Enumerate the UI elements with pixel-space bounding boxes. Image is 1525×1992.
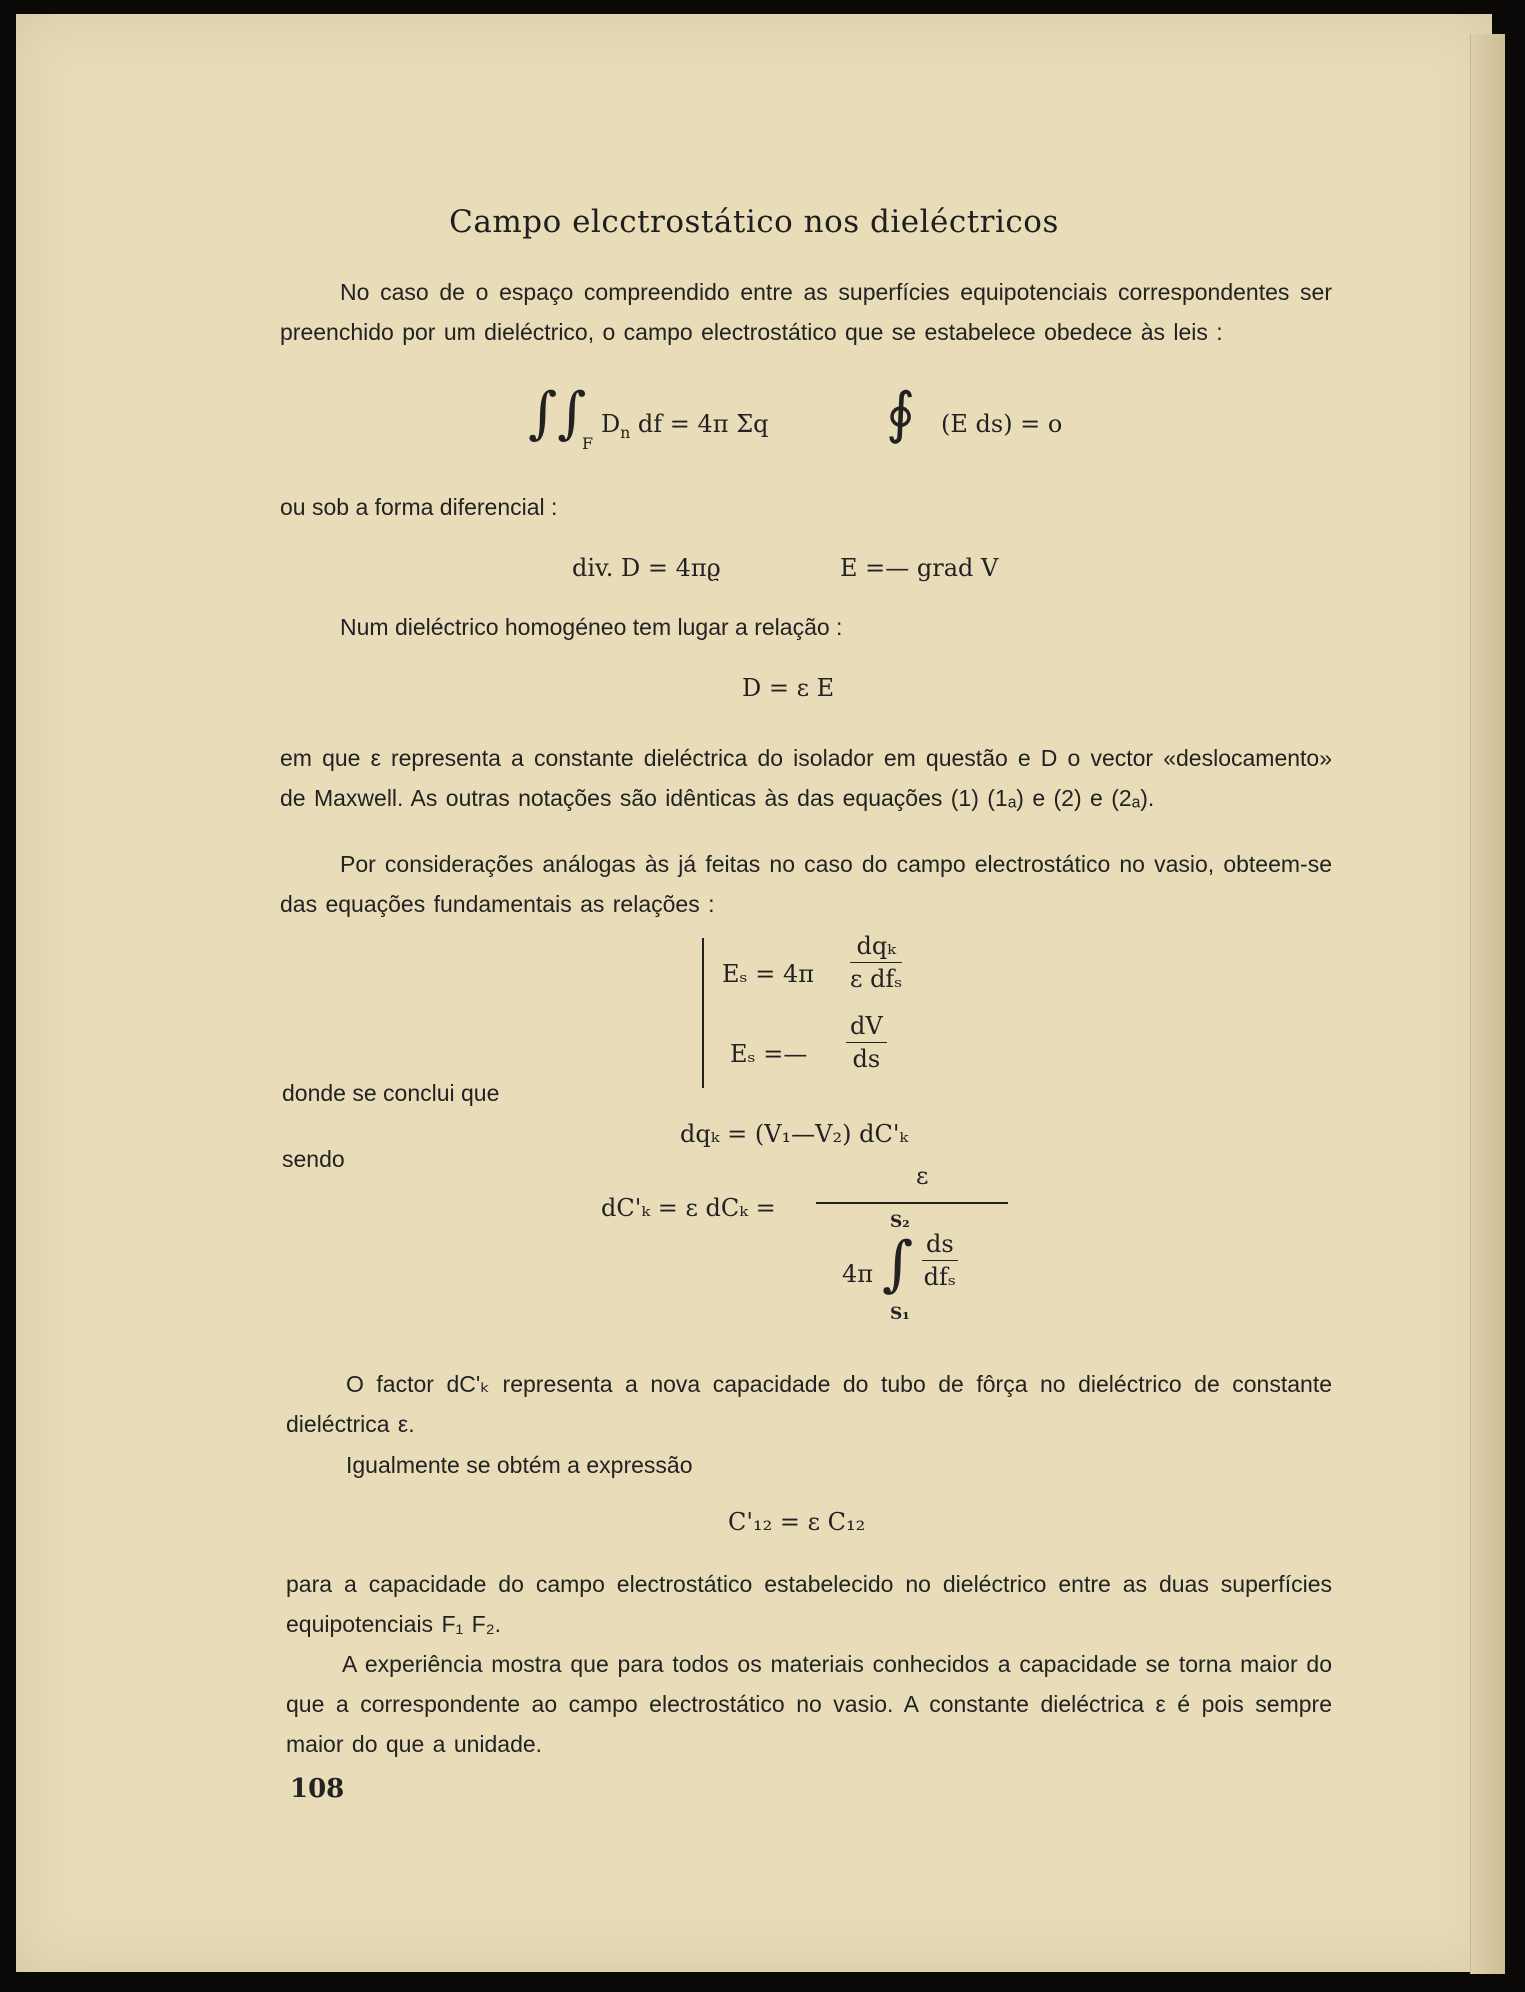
system-brace (702, 938, 704, 1088)
page-number: 108 (290, 1774, 345, 1804)
text-conclusion: donde se conclui que (282, 1080, 500, 1106)
system-eq1-fraction (850, 932, 902, 993)
inner-denominator: dfₛ (923, 1263, 957, 1291)
gauss-integrand: D (601, 410, 621, 438)
circulation-equation: (E ds) = o (941, 410, 1063, 438)
capacitance-lhs: dC'ₖ = ε dCₖ = (601, 1194, 776, 1222)
paragraph-analogous: Por considerações análogas às já feitas no caso do campo electrostático no vasio, obteem-se das equações fundamentais as relações : (280, 851, 1332, 917)
system-eq2-lhs: Eₛ =— (730, 1040, 808, 1068)
contour-integral-symbol: ∮ (886, 381, 916, 446)
system-eq2-numerator: dV (846, 1012, 887, 1043)
inner-numerator: ds (922, 1230, 958, 1261)
gauss-subscript-n: n (620, 423, 631, 442)
capacitance-coefficient: 4π (842, 1260, 874, 1288)
capacitance-numerator: ε (916, 1162, 929, 1190)
integral-upper-limit: S₂ (890, 1212, 910, 1232)
charge-equation: dqₖ = (V₁—V₂) dC'ₖ (680, 1120, 909, 1148)
gradient-equation: E =— grad V (840, 554, 999, 582)
line-integral-symbol: ∫ (882, 1229, 914, 1299)
page-edge (1470, 34, 1505, 1974)
paragraph-intro: No caso de o espaço compreendido entre as superfícies equipotenciais correspondentes ser preenchido por um dieléctrico, o campo electrostático que se estabelece obedece às leis : (280, 279, 1332, 345)
system-eq1-denominator: ε dfₛ (850, 965, 903, 993)
inner-fraction (922, 1230, 958, 1291)
text-differential-form: ou sob a forma diferencial : (280, 494, 558, 520)
text-igualmente: Igualmente se obtém a expressão (346, 1452, 693, 1478)
gauss-law-equation (601, 410, 769, 442)
paragraph-capacity: para a capacidade do campo electrostático estabelecido no dieléctrico entre as duas superfícies equipotenciais F₁ F₂. (286, 1571, 1332, 1637)
paragraph-factor: O factor dC'ₖ representa a nova capacidade do tubo de fôrça no dieléctrico de constante dieléctrica ε. (286, 1371, 1332, 1437)
total-capacitance-equation: C'₁₂ = ε C₁₂ (728, 1508, 866, 1536)
divergence-equation: div. D = 4πϱ (572, 554, 721, 582)
page (16, 14, 1492, 1972)
constitutive-equation: D = ε E (742, 674, 835, 702)
gauss-rhs: df = 4π Σq (630, 410, 769, 438)
system-eq2-fraction (846, 1012, 887, 1073)
system-eq1-lhs: Eₛ = 4π (722, 960, 815, 988)
gauss-surface-label: F (582, 434, 594, 453)
system-eq2-denominator: ds (852, 1045, 881, 1073)
double-integral-symbol: ∫∫ (528, 381, 587, 446)
capacitance-fraction-bar (816, 1202, 1008, 1204)
text-homogeneous: Num dieléctrico homogéneo tem lugar a relação : (340, 614, 843, 640)
paragraph-experience: A experiência mostra que para todos os materiais conhecidos a capacidade se torna maior do que a correspondente ao campo electrostático no vasio. A constante dieléctrica ε é pois sempre maior do que a unidade. (286, 1651, 1332, 1757)
text-sendo: sendo (282, 1146, 345, 1172)
system-eq1-numerator: dqₖ (850, 932, 902, 963)
paragraph-notation: em que ε representa a constante dieléctrica do isolador em questão e D o vector «deslocamento» de Maxwell. As outras notações são idênticas às das equações (1) (1ₐ) e (2) e (2ₐ). (280, 745, 1332, 811)
page-title: Campo elcctrostático nos dieléctricos (449, 204, 1059, 240)
integral-lower-limit: S₁ (890, 1304, 910, 1324)
